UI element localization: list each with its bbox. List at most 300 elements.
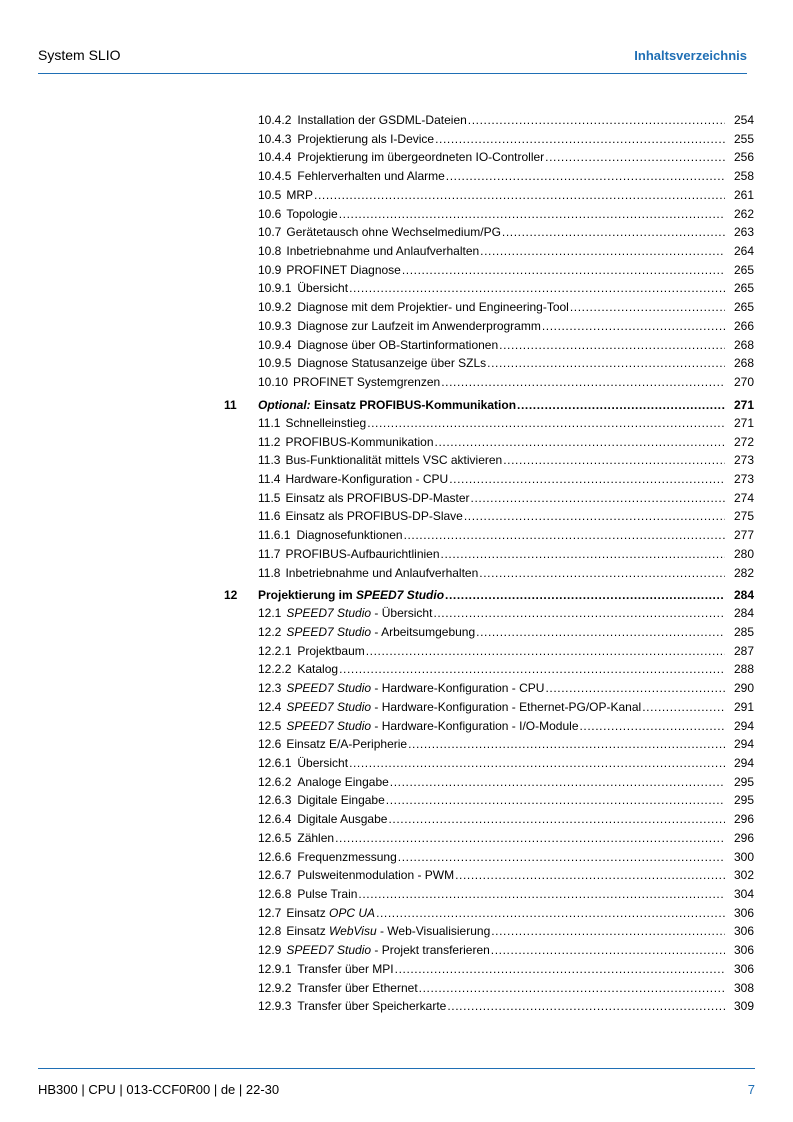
toc-leader-dots bbox=[339, 660, 725, 679]
toc-entry-page: 302 bbox=[733, 868, 754, 883]
toc-entry-title bbox=[297, 130, 434, 149]
toc-leader-dots bbox=[433, 604, 725, 623]
toc-title-part: Projektierung als I-Device bbox=[297, 131, 435, 146]
toc-entry[interactable] bbox=[224, 604, 754, 623]
toc-entry-title bbox=[286, 717, 578, 736]
toc-entry-title bbox=[286, 223, 501, 242]
toc-entry-page: 268 bbox=[733, 356, 754, 371]
toc-entry-page: 262 bbox=[733, 206, 754, 221]
toc-entry-page: 309 bbox=[733, 999, 754, 1014]
toc-entry-number: 12.1 bbox=[258, 606, 282, 621]
toc-leader-dots bbox=[441, 545, 725, 564]
toc-entry-number: 12.6.2 bbox=[258, 774, 292, 789]
toc-entry-title bbox=[286, 698, 641, 717]
toc-entry-page: 294 bbox=[733, 718, 754, 733]
toc-leader-dots bbox=[419, 979, 725, 998]
toc-entry-number: 12.2.2 bbox=[258, 662, 292, 677]
toc-entry[interactable] bbox=[224, 642, 754, 661]
toc-entry-title bbox=[297, 642, 364, 661]
toc-entry-page: 306 bbox=[733, 924, 754, 939]
toc-entry[interactable] bbox=[224, 223, 754, 242]
toc-entry-page: 265 bbox=[733, 262, 754, 277]
toc-leader-dots bbox=[476, 623, 725, 642]
toc-entry-page: 290 bbox=[733, 681, 754, 696]
toc-title-part: Inbetriebnahme und Anlaufverhalten bbox=[286, 244, 480, 259]
toc-entry-number: 12.4 bbox=[258, 699, 282, 714]
toc-entry[interactable] bbox=[224, 735, 754, 754]
toc-title-part: PROFINET Diagnose bbox=[286, 262, 401, 277]
toc-entry[interactable] bbox=[224, 205, 754, 224]
toc-entry[interactable] bbox=[224, 922, 754, 941]
toc-entry-title bbox=[297, 336, 498, 355]
toc-entry-title bbox=[297, 298, 568, 317]
toc-title-part: Topologie bbox=[286, 206, 338, 221]
toc-entry-title bbox=[285, 489, 469, 508]
toc-leader-dots bbox=[471, 489, 725, 508]
toc-entry-number: 12.8 bbox=[258, 924, 282, 939]
toc-entry-number: 10.9.4 bbox=[258, 337, 292, 352]
toc-title-italic-part: OPC UA bbox=[329, 905, 376, 920]
toc-title-part: Einsatz PROFIBUS-Kommunikation bbox=[310, 397, 517, 412]
toc-entry[interactable] bbox=[224, 717, 754, 736]
toc-entry[interactable] bbox=[224, 810, 754, 829]
toc-entry-page: 306 bbox=[733, 961, 754, 976]
toc-entry[interactable] bbox=[224, 660, 754, 679]
toc-title-italic-part: Optional: bbox=[258, 397, 311, 412]
toc-entry-number: 10.9.1 bbox=[258, 281, 292, 296]
toc-leader-dots bbox=[491, 941, 725, 960]
footer-doc-id: HB300 | CPU | 013-CCF0R00 | de | 22-30 bbox=[38, 1082, 280, 1097]
toc-leader-dots bbox=[446, 167, 725, 186]
toc-title-italic-part: WebVisu bbox=[329, 924, 377, 939]
toc-entry[interactable] bbox=[224, 111, 754, 130]
toc-entry-number: 12.2.1 bbox=[258, 643, 292, 658]
toc-leader-dots bbox=[455, 866, 725, 885]
toc-entry-number: 10.4.5 bbox=[258, 169, 292, 184]
toc-title-part: PROFIBUS-Kommunikation bbox=[285, 434, 434, 449]
toc-entry-title bbox=[285, 433, 433, 452]
toc-leader-dots bbox=[398, 848, 725, 867]
toc-entry[interactable] bbox=[224, 298, 754, 317]
toc-entry-title bbox=[297, 148, 544, 167]
toc-title-italic-part: SPEED7 Studio bbox=[286, 624, 372, 639]
toc-entry-title bbox=[285, 507, 462, 526]
toc-entry-number: 10.4.4 bbox=[258, 150, 292, 165]
toc-entry-page: 265 bbox=[733, 281, 754, 296]
toc-entry-title bbox=[297, 829, 334, 848]
toc-entry-number: 12.9 bbox=[258, 943, 282, 958]
toc-title-italic-part: SPEED7 Studio bbox=[286, 718, 372, 733]
toc-entry-title bbox=[285, 564, 478, 583]
toc-leader-dots bbox=[386, 791, 725, 810]
toc-title-part: Einsatz E/A-Peripherie bbox=[286, 737, 408, 752]
toc-entry[interactable] bbox=[224, 130, 754, 149]
toc-title-italic-part: SPEED7 Studio bbox=[286, 699, 372, 714]
toc-entry-number: 10.9.5 bbox=[258, 356, 292, 371]
toc-entry-page: 270 bbox=[733, 375, 754, 390]
toc-title-part: Diagnose zur Laufzeit im Anwenderprogramm bbox=[297, 318, 541, 333]
toc-entry[interactable] bbox=[224, 489, 754, 508]
toc-entry-number: 10.10 bbox=[258, 375, 289, 390]
header-rule bbox=[38, 73, 747, 74]
toc-entry-number: 10.9.2 bbox=[258, 300, 292, 315]
toc-title-part: Fehlerverhalten und Alarme bbox=[297, 169, 445, 184]
toc-entry-title bbox=[297, 866, 454, 885]
footer-rule bbox=[38, 1068, 755, 1069]
toc-entry-number: 12.9.1 bbox=[258, 961, 292, 976]
toc-chapter-entry[interactable] bbox=[224, 392, 754, 414]
toc-leader-dots bbox=[349, 279, 725, 298]
toc-entry[interactable] bbox=[224, 336, 754, 355]
toc-entry-number: 11.7 bbox=[258, 546, 281, 561]
toc-entry[interactable] bbox=[224, 829, 754, 848]
toc-entry-title bbox=[286, 941, 489, 960]
toc-entry-page: 296 bbox=[733, 830, 754, 845]
toc-title-part: Übersicht bbox=[297, 756, 349, 770]
toc-leader-dots bbox=[491, 922, 725, 941]
toc-entry-page: 294 bbox=[733, 737, 754, 752]
toc-title-part: Projektbaum bbox=[297, 643, 365, 658]
toc-title-part: Installation der GSDML-Dateien bbox=[297, 113, 467, 127]
toc-leader-dots bbox=[358, 885, 725, 904]
toc-entry[interactable] bbox=[224, 261, 754, 280]
toc-entry[interactable] bbox=[224, 279, 754, 298]
toc-entry-number: 10.9.3 bbox=[258, 318, 292, 333]
toc-entry-number: 12.7 bbox=[258, 905, 282, 920]
toc-entry-page: 277 bbox=[733, 528, 754, 543]
toc-leader-dots bbox=[404, 526, 725, 545]
toc-entry-number: 11 bbox=[224, 397, 237, 412]
toc-entry[interactable] bbox=[224, 960, 754, 979]
toc-entry-page: 296 bbox=[733, 812, 754, 827]
toc-entry-title bbox=[286, 604, 432, 623]
toc-leader-dots bbox=[464, 507, 725, 526]
toc-leader-dots bbox=[335, 829, 725, 848]
toc-title-part: Hardware-Konfiguration - CPU bbox=[285, 471, 449, 486]
toc-title-part: - Projekt transferieren bbox=[371, 943, 490, 958]
toc-entry-title bbox=[286, 735, 407, 754]
toc-leader-dots bbox=[499, 336, 725, 355]
toc-entry-page: 291 bbox=[733, 699, 754, 714]
toc-leader-dots bbox=[376, 904, 725, 923]
toc-leader-dots bbox=[395, 960, 725, 979]
toc-entry-number: 12.2 bbox=[258, 624, 282, 639]
toc-entry-page: 308 bbox=[733, 980, 754, 995]
toc-entry-number: 12.6.6 bbox=[258, 849, 292, 864]
toc-title-part: Digitale Ausgabe bbox=[297, 812, 388, 827]
toc-title-part: PROFIBUS-Aufbaurichtlinien bbox=[285, 546, 440, 561]
toc-entry-number: 12.9.3 bbox=[258, 999, 292, 1014]
toc-title-part: Diagnose über OB-Startinformationen bbox=[297, 337, 499, 352]
toc-entry[interactable] bbox=[224, 242, 754, 261]
toc-title-part: Inbetriebnahme und Anlaufverhalten bbox=[285, 565, 479, 580]
toc-leader-dots bbox=[367, 414, 725, 433]
toc-entry-title bbox=[297, 885, 357, 904]
toc-entry-page: 271 bbox=[733, 415, 754, 430]
toc-entry-page: 288 bbox=[733, 662, 754, 677]
toc-entry-title bbox=[297, 848, 396, 867]
toc-chapter-entry[interactable] bbox=[224, 582, 754, 604]
toc-title-part: Bus-Funktionalität mittels VSC aktivieren bbox=[285, 453, 503, 468]
toc-entry[interactable] bbox=[224, 791, 754, 810]
toc-entry-number: 11.1 bbox=[258, 415, 281, 430]
toc-title-part: - Hardware-Konfiguration - CPU bbox=[371, 681, 545, 696]
toc-entry[interactable] bbox=[224, 167, 754, 186]
toc-leader-dots bbox=[349, 754, 725, 773]
toc-entry-page: 275 bbox=[733, 509, 754, 524]
toc-entry-page: 295 bbox=[733, 793, 754, 808]
toc-title-part: Einsatz als PROFIBUS-DP-Slave bbox=[285, 509, 463, 524]
toc-title-part: - Hardware-Konfiguration - I/O-Module bbox=[371, 718, 579, 733]
toc-title-italic-part: SPEED7 Studio bbox=[286, 943, 372, 958]
toc-title-part: Katalog bbox=[297, 662, 339, 677]
toc-entry[interactable] bbox=[224, 414, 754, 433]
toc-entry[interactable] bbox=[224, 451, 754, 470]
toc-title-part: Projektierung im bbox=[258, 588, 357, 603]
toc-entry-number: 10.9 bbox=[258, 262, 282, 277]
toc-title-part: PROFINET Systemgrenzen bbox=[293, 375, 441, 390]
toc-leader-dots bbox=[366, 642, 725, 661]
toc-entry-title bbox=[286, 904, 375, 923]
toc-entry-title bbox=[286, 261, 401, 280]
toc-entry-page: 273 bbox=[733, 453, 754, 468]
toc-entry-page: 300 bbox=[733, 849, 754, 864]
toc-entry[interactable] bbox=[224, 979, 754, 998]
toc-leader-dots bbox=[441, 373, 725, 392]
toc-entry-title bbox=[297, 317, 540, 336]
toc-entry[interactable] bbox=[224, 317, 754, 336]
toc-entry-page: 265 bbox=[733, 300, 754, 315]
toc-title-part: Diagnosefunktionen bbox=[296, 528, 403, 543]
toc-entry-number: 12.6.3 bbox=[258, 793, 292, 808]
toc-entry-title bbox=[297, 791, 384, 810]
header-title: System SLIO bbox=[38, 47, 121, 63]
toc-leader-dots bbox=[435, 130, 725, 149]
toc-leader-dots bbox=[314, 186, 725, 205]
toc-entry-page: 268 bbox=[733, 337, 754, 352]
toc-entry[interactable] bbox=[224, 997, 754, 1016]
toc-leader-dots bbox=[339, 205, 725, 224]
toc-entry-title bbox=[293, 373, 440, 392]
toc-entry-number: 12.6.8 bbox=[258, 887, 292, 902]
toc-leader-dots bbox=[388, 810, 725, 829]
toc-entry-number: 10.6 bbox=[258, 206, 282, 221]
toc-title-italic-part: SPEED7 Studio bbox=[286, 681, 372, 696]
toc-entry-number: 12.6.7 bbox=[258, 868, 292, 883]
toc-leader-dots bbox=[503, 451, 725, 470]
header-section: Inhaltsverzeichnis bbox=[634, 48, 747, 63]
toc-title-part: - Übersicht bbox=[371, 606, 433, 621]
toc-title-part: Frequenzmessung bbox=[297, 849, 397, 864]
toc-entry[interactable] bbox=[224, 470, 754, 489]
toc-leader-dots bbox=[408, 735, 725, 754]
toc-entry-page: 273 bbox=[733, 471, 754, 486]
toc-entry[interactable] bbox=[224, 679, 754, 698]
toc-title-part: Transfer über MPI bbox=[297, 961, 394, 976]
toc-title-part: Einsatz bbox=[286, 924, 330, 939]
toc-leader-dots bbox=[402, 261, 725, 280]
toc-entry-title bbox=[286, 922, 490, 941]
toc-title-part: Diagnose mit dem Projektier- und Engineering-Tool bbox=[297, 300, 569, 315]
toc-entry-number: 11.6.1 bbox=[258, 528, 291, 543]
toc-title-part: Pulsweitenmodulation - PWM bbox=[297, 868, 455, 883]
toc-entry-title bbox=[286, 242, 479, 261]
toc-entry-page: 261 bbox=[733, 187, 754, 202]
toc-entry-title bbox=[297, 660, 338, 679]
toc-entry-page: 255 bbox=[733, 131, 754, 146]
toc-entry-page: 284 bbox=[733, 606, 754, 621]
toc-entry[interactable] bbox=[224, 941, 754, 960]
toc-entry-page: 285 bbox=[733, 624, 754, 639]
toc-entry[interactable] bbox=[224, 904, 754, 923]
toc-entry[interactable] bbox=[224, 866, 754, 885]
toc-title-part: Einsatz bbox=[286, 905, 330, 920]
toc-leader-dots bbox=[447, 997, 725, 1016]
toc-entry[interactable] bbox=[224, 354, 754, 373]
toc-entry-number: 12.6.5 bbox=[258, 830, 292, 845]
toc-entry[interactable] bbox=[224, 433, 754, 452]
toc-leader-dots bbox=[468, 111, 725, 130]
toc-entry-title bbox=[286, 205, 337, 224]
toc-leader-dots bbox=[390, 773, 725, 792]
toc-title-part: Einsatz als PROFIBUS-DP-Master bbox=[285, 490, 470, 505]
toc-entry-page: 263 bbox=[733, 225, 754, 240]
toc-entry-title bbox=[297, 167, 444, 186]
toc-entry-page: 258 bbox=[733, 169, 754, 184]
toc-leader-dots bbox=[479, 564, 725, 583]
toc-entry-title bbox=[297, 810, 387, 829]
toc-title-part: Digitale Eingabe bbox=[297, 793, 385, 808]
table-of-contents bbox=[224, 111, 754, 1016]
toc-title-part: Übersicht bbox=[297, 281, 349, 296]
toc-title-part: - Web-Visualisierung bbox=[376, 924, 491, 939]
toc-entry-page: 306 bbox=[733, 943, 754, 958]
toc-entry-title bbox=[286, 679, 544, 698]
toc-entry[interactable] bbox=[224, 545, 754, 564]
toc-entry-title bbox=[297, 997, 446, 1016]
toc-entry-number: 12.5 bbox=[258, 718, 282, 733]
toc-entry-title bbox=[297, 111, 466, 130]
toc-entry[interactable] bbox=[224, 148, 754, 167]
toc-title-part: Diagnose Statusanzeige über SZLs bbox=[297, 356, 487, 371]
toc-entry-page: 264 bbox=[733, 244, 754, 259]
toc-entry-number: 12.6.1 bbox=[258, 756, 292, 770]
toc-entry-number: 12.6 bbox=[258, 737, 282, 752]
toc-entry-number: 11.2 bbox=[258, 434, 281, 449]
toc-entry-number: 12.3 bbox=[258, 681, 282, 696]
toc-entry-number: 12.9.2 bbox=[258, 980, 292, 995]
toc-entry[interactable] bbox=[224, 698, 754, 717]
toc-leader-dots bbox=[642, 698, 725, 717]
toc-entry-title bbox=[285, 470, 448, 489]
toc-title-part: Pulse Train bbox=[297, 887, 358, 902]
toc-entry-title bbox=[297, 773, 388, 792]
toc-entry-number: 10.8 bbox=[258, 244, 282, 259]
toc-entry-number: 11.8 bbox=[258, 565, 281, 580]
toc-entry-page: 256 bbox=[733, 150, 754, 165]
toc-entry-page: 295 bbox=[733, 774, 754, 789]
toc-leader-dots bbox=[480, 242, 725, 261]
toc-title-italic-part: SPEED7 Studio bbox=[356, 588, 445, 603]
footer-page-number: 7 bbox=[747, 1082, 755, 1097]
toc-entry-title bbox=[286, 623, 475, 642]
toc-entry-title bbox=[286, 186, 313, 205]
toc-entry-number: 10.7 bbox=[258, 225, 282, 240]
toc-entry-page: 271 bbox=[733, 397, 754, 412]
toc-entry[interactable] bbox=[224, 773, 754, 792]
toc-entry-title bbox=[297, 354, 486, 373]
toc-title-italic-part: SPEED7 Studio bbox=[286, 606, 372, 621]
toc-entry[interactable] bbox=[224, 848, 754, 867]
toc-entry-page: 304 bbox=[733, 887, 754, 902]
toc-entry-title bbox=[297, 754, 348, 773]
toc-entry-page: 280 bbox=[733, 546, 754, 561]
toc-entry-number: 10.4.3 bbox=[258, 131, 292, 146]
toc-entry[interactable] bbox=[224, 507, 754, 526]
toc-leader-dots bbox=[487, 354, 725, 373]
toc-entry-number: 10.4.2 bbox=[258, 113, 292, 127]
toc-entry-number: 11.3 bbox=[258, 453, 281, 468]
toc-entry-title bbox=[297, 279, 348, 298]
toc-title-part: Schnelleinstieg bbox=[285, 415, 367, 430]
toc-entry-title bbox=[285, 545, 439, 564]
toc-entry-page: 282 bbox=[733, 565, 754, 580]
toc-leader-dots bbox=[545, 679, 725, 698]
toc-entry-title bbox=[297, 960, 393, 979]
toc-entry-page: 266 bbox=[733, 318, 754, 333]
toc-entry-page: 306 bbox=[733, 905, 754, 920]
toc-leader-dots bbox=[542, 317, 725, 336]
toc-leader-dots bbox=[435, 433, 725, 452]
toc-entry-page: 287 bbox=[733, 643, 754, 658]
toc-entry-title bbox=[285, 414, 366, 433]
toc-title-part: Zählen bbox=[297, 830, 335, 845]
toc-leader-dots bbox=[570, 298, 725, 317]
toc-entry[interactable] bbox=[224, 885, 754, 904]
toc-leader-dots bbox=[449, 470, 725, 489]
toc-entry[interactable] bbox=[224, 623, 754, 642]
toc-entry-page: 294 bbox=[733, 756, 754, 770]
toc-leader-dots bbox=[502, 223, 725, 242]
toc-entry-number: 10.5 bbox=[258, 187, 282, 202]
toc-title-part: Gerätetausch ohne Wechselmedium/PG bbox=[286, 225, 501, 240]
toc-entry[interactable] bbox=[224, 186, 754, 205]
toc-entry-number: 12.6.4 bbox=[258, 812, 292, 827]
toc-entry[interactable] bbox=[224, 754, 754, 773]
toc-title-part: Transfer über Ethernet bbox=[297, 980, 418, 995]
toc-title-part: - Arbeitsumgebung bbox=[371, 624, 476, 639]
toc-title-part: - Hardware-Konfiguration - Ethernet-PG/OP-Kanal bbox=[371, 699, 642, 714]
toc-entry-number: 11.5 bbox=[258, 490, 281, 505]
toc-entry-page: 272 bbox=[733, 434, 754, 449]
toc-leader-dots bbox=[545, 148, 725, 167]
toc-entry-number: 11.4 bbox=[258, 471, 281, 486]
toc-title-part: Projektierung im übergeordneten IO-Controller bbox=[297, 150, 545, 165]
toc-entry-title bbox=[296, 526, 402, 545]
toc-entry-page: 274 bbox=[733, 490, 754, 505]
toc-entry[interactable] bbox=[224, 526, 754, 545]
toc-title-part: Transfer über Speicherkarte bbox=[297, 999, 447, 1014]
toc-entry-title bbox=[297, 979, 417, 998]
toc-title-part: MRP bbox=[286, 187, 314, 202]
toc-entry[interactable] bbox=[224, 373, 754, 392]
toc-entry-number: 11.6 bbox=[258, 509, 281, 524]
toc-entry-number: 12 bbox=[224, 588, 238, 603]
toc-entry[interactable] bbox=[224, 564, 754, 583]
toc-leader-dots bbox=[580, 717, 726, 736]
toc-entry-title bbox=[285, 451, 502, 470]
toc-title-part: Analoge Eingabe bbox=[297, 774, 389, 789]
